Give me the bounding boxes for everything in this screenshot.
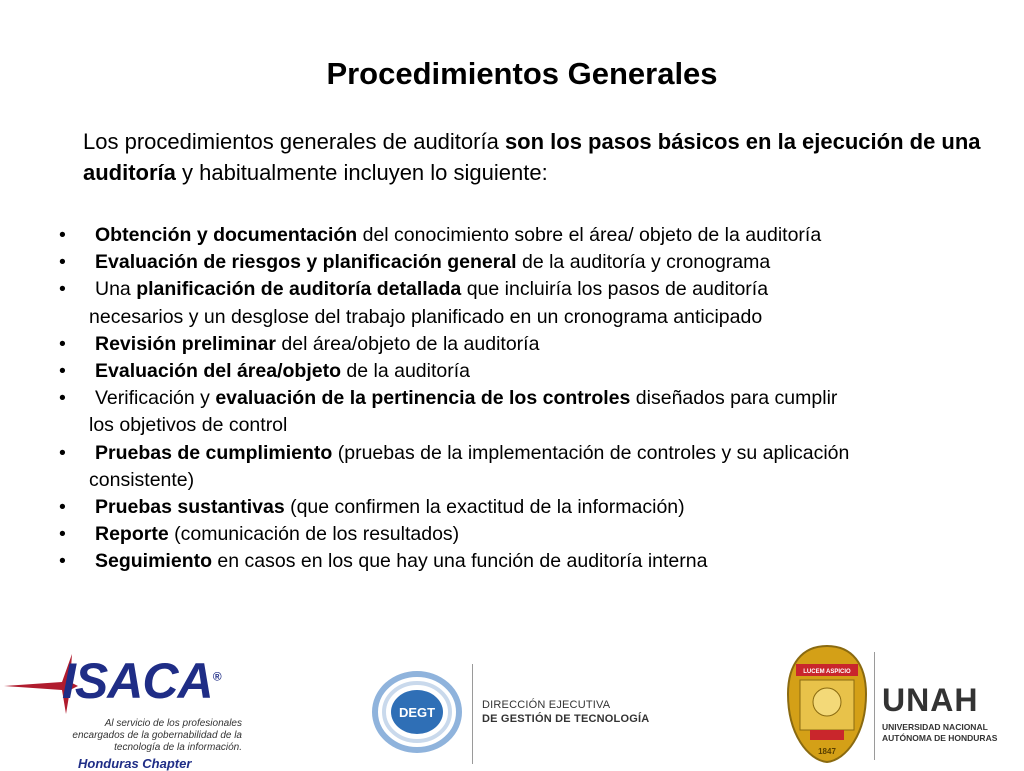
degt-name: DIRECCIÓN EJECUTIVA DE GESTIÓN DE TECNOLOGÍA — [482, 699, 650, 725]
list-item — [0, 358, 1024, 385]
item-continuation: necesarios y un desglose del trabajo planificado en un cronograma anticipado — [89, 305, 763, 328]
divider — [472, 664, 473, 764]
item-bold: Pruebas de cumplimiento — [95, 441, 333, 464]
bullet-icon: • — [59, 332, 66, 355]
item-text: del conocimiento sobre el área/ objeto de la auditoría — [357, 224, 822, 246]
list-item-continuation — [0, 412, 1024, 439]
item-continuation: los objetivos de control — [89, 414, 288, 437]
isaca-chapter: Honduras Chapter — [78, 756, 192, 771]
isaca-tagline: Al servicio de los profesionales encargados de la gobernabilidad de la tecnología de la información. — [72, 718, 242, 753]
list-item — [0, 521, 1024, 548]
item-bold: Reporte — [95, 523, 169, 546]
list-item — [0, 385, 1024, 412]
item-bold: Seguimiento — [95, 550, 213, 573]
list-item — [0, 548, 1024, 575]
isaca-wordmark: ISACA® — [62, 653, 221, 709]
bullet-icon: • — [59, 523, 66, 546]
footer-logos — [0, 640, 1024, 771]
degt-emblem-icon — [372, 670, 462, 754]
seal-motto: LUCEM ASPICIO — [803, 669, 851, 675]
item-text: diseñados para cumplir — [630, 387, 838, 410]
intro-bold-text: son los pasos básicos en la ejecución de una auditoría — [83, 129, 981, 185]
bullet-icon: • — [59, 550, 66, 573]
item-text: de la auditoría y cronograma — [516, 251, 771, 274]
bullet-icon: • — [59, 360, 66, 383]
item-continuation: consistente) — [89, 468, 195, 491]
bullet-icon: • — [59, 278, 66, 301]
intro-text-1: Los procedimientos generales de auditoría — [83, 129, 505, 154]
item-text: (que confirmen la exactitud de la información) — [284, 496, 685, 519]
item-text: de la auditoría — [341, 360, 471, 383]
bullet-icon: • — [59, 224, 66, 246]
isaca-logo — [0, 652, 270, 771]
bullet-icon: • — [59, 251, 66, 274]
item-bold: Obtención y documentación — [95, 224, 358, 246]
list-item — [0, 494, 1024, 521]
list-item-continuation — [0, 304, 1024, 331]
degt-abbr: DEGT — [398, 705, 436, 720]
divider — [874, 652, 875, 760]
list-item — [0, 222, 1024, 249]
bullet-icon: • — [59, 441, 66, 464]
intro-paragraph — [83, 126, 983, 188]
item-prefix: Una — [95, 278, 137, 301]
unah-seal-icon — [786, 644, 868, 764]
item-bold: Revisión preliminar — [95, 332, 276, 355]
list-item-continuation — [0, 467, 1024, 494]
bullet-icon: • — [59, 387, 66, 410]
item-text: que incluiría los pasos de auditoría — [461, 278, 769, 301]
item-text: (pruebas de la implementación de controles y su aplicación — [332, 441, 850, 464]
intro-text-2: y habitualmente incluyen lo siguiente: — [175, 160, 548, 185]
unah-wordmark: UNAH — [882, 682, 979, 718]
list-item — [0, 276, 1024, 303]
item-bold: Evaluación del área/objeto — [95, 360, 341, 383]
item-text: del área/objeto de la auditoría — [275, 332, 540, 355]
list-item — [0, 440, 1024, 467]
unah-logo — [786, 644, 1024, 768]
procedures-list — [0, 222, 1024, 576]
list-item — [0, 249, 1024, 276]
item-text: en casos en los que hay una función de auditoría interna — [212, 550, 708, 573]
degt-logo — [372, 670, 672, 760]
item-bold: Pruebas sustantivas — [95, 496, 285, 519]
item-bold: planificación de auditoría detallada — [136, 278, 462, 301]
item-bold: evaluación de la pertinencia de los controles — [215, 387, 631, 410]
item-text: (comunicación de los resultados) — [168, 523, 460, 546]
item-bold: Evaluación de riesgos y planificación general — [95, 251, 517, 274]
bullet-icon: • — [59, 496, 66, 519]
page-title: Procedimientos Generales — [326, 56, 718, 91]
seal-year: 1847 — [818, 747, 836, 756]
list-item — [0, 331, 1024, 358]
unah-fullname: UNIVERSIDAD NACIONAL AUTÓNOMA DE HONDURAS — [882, 722, 998, 743]
item-prefix: Verificación y — [95, 387, 216, 410]
